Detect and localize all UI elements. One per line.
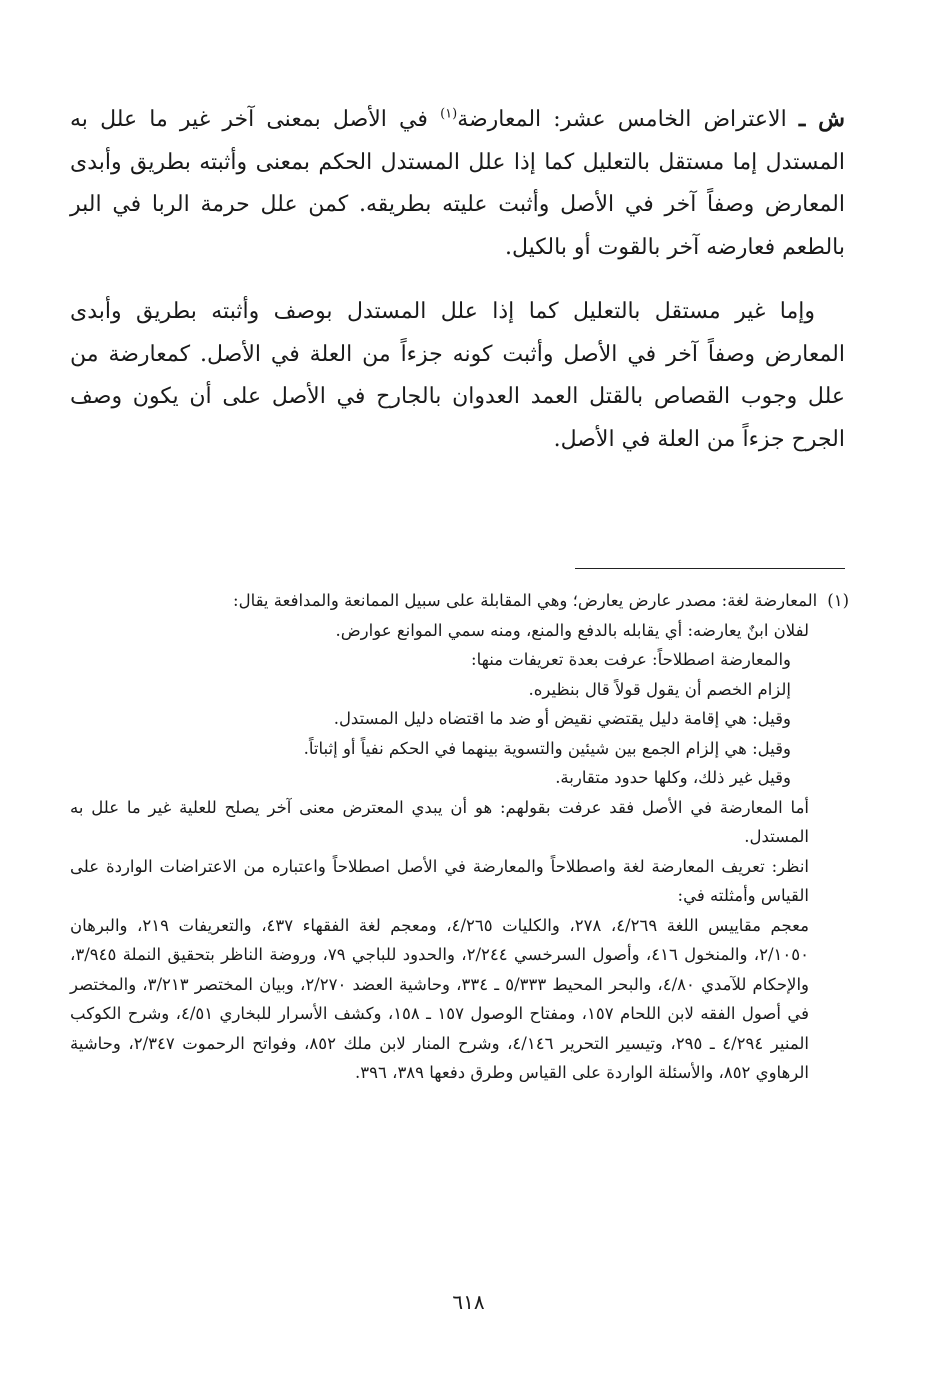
main-text <box>70 98 845 461</box>
footnote-line: لفلان ابنٌ يعارضه: أي يقابله بالدفع والمنع، ومنه سمي الموانع عوارض. <box>335 620 809 640</box>
footnote-paragraph: انظر: تعريف المعارضة لغة واصطلاحاً والمعارضة في الأصل اصطلاحاً واعتباره من الاعتراضات الواردة على القياس وأمثلته في: <box>70 856 809 905</box>
footnote-line: وقيل غير ذلك، وكلها حدود متقاربة. <box>555 768 791 787</box>
footnote-divider <box>575 568 845 569</box>
paragraph-1-body: في الأصل بمعنى آخر غير ما علل به المستدل إما مستقل بالتعليل كما إذا علل المستدل الحكم بمعنى وأثبته بطريق وأبدى المعارض وصفاً آخر في الأصل وأثبت عليته بطريقه. كمن علل حرمة الربا في البر بالطعم فعارضه آخر بالقوت أو بالكيل. <box>70 107 845 260</box>
paragraph-1-heading: الاعتراض الخامس عشر: المعارضة <box>457 107 787 132</box>
footnote-reference[interactable]: (١) <box>440 106 458 122</box>
footnote-line: وقيل: هي إقامة دليل يقتضي نقيض أو ضد ما اقتضاه دليل المستدل. <box>333 709 791 728</box>
footnotes <box>70 586 849 1088</box>
footnote-line: والمعارضة اصطلاحاً: عرفت بعدة تعريفات منها: <box>471 650 791 669</box>
footnote-paragraph: أما المعارضة في الأصل فقد عرفت بقولهم: هو أن يبدي المعترض معنى آخر يصلح للعلية غير ما علل به المستدل. <box>70 797 809 846</box>
footnote-line: المعارضة لغة: مصدر عارض يعارض؛ وهي المقابلة على سبيل الممانعة والمدافعة يقال: <box>233 591 818 610</box>
footnote-line: وقيل: هي إلزام الجمع بين شيئين والتسوية بينهما في الحكم نفياً أو إثباتاً. <box>303 738 791 758</box>
paragraph-2: وإما غير مستقل بالتعليل كما إذا علل المستدل بوصف وأثبته بطريق وأبدى المعارض وصفاً آخر في الأصل وأثبت كونه جزءاً من العلة في الأصل. كمعارضة من علل وجوب القصاص بالقتل العمد العدوان بالجارح في الأصل على أن يكون وصف الجرح جزءاً من العلة في الأصل. <box>70 299 845 452</box>
footnote-references: معجم مقاييس اللغة ٤/٢٦٩، ٢٧٨، والكليات ٤/٢٦٥، ومعجم لغة الفقهاء ٤٣٧، والتعريفات ٢١٩، والبرهان ٢/١٠٥٠، والمنخول ٤١٦، وأصول السرخسي ٢/٢٤٤، والحدود للباجي ٧٩، وروضة الناظر بتحقيق النملة ٣/٩٤٥، والإحكام للآمدي ٤/٨٠، والبحر المحيط ٥/٣٣٣ ـ ٣٣٤، وحاشية العضد ٢/٢٧٠، وبيان المختصر ٣/٢١٣، والمختصر في أصول الفقه لابن اللحام ١٥٧، ومفتاح الوصول ١٥٧ ـ ١٥٨، وكشف الأسرار للبخاري ٤/٥١، وشرح الكوكب المنير ٤/٢٩٤ ـ ٢٩٥، وتيسير التحرير ٤/١٤٦، وشرح المنار لابن ملك ٨٥٢، وفواتح الرحموت ٢/٣٤٧، وحاشية الرهاوي ٨٥٢، والأسئلة الواردة على القياس وطرق دفعها ٣٨٩، ٣٩٦. <box>70 915 810 1082</box>
section-label: ش ـ <box>798 106 846 132</box>
footnote-line: إلزام الخصم أن يقول قولاً قال بنظيره. <box>528 679 791 699</box>
paragraph-1 <box>70 98 845 269</box>
footnote-number: (١) <box>827 591 849 610</box>
page-number: ٦١٨ <box>452 1290 485 1314</box>
footnote-1 <box>70 586 849 616</box>
